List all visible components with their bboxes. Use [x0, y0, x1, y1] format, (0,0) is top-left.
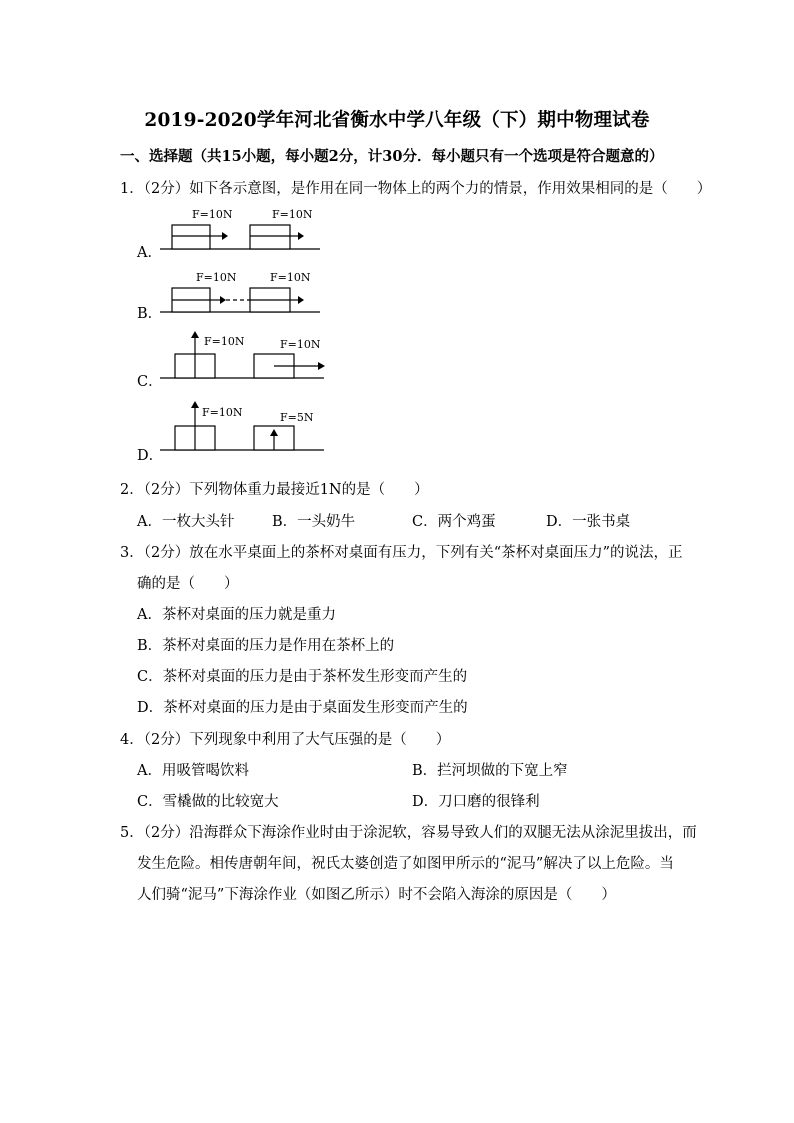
force-label: F=10N	[280, 338, 321, 351]
force-label: F=10N	[272, 208, 313, 221]
q1-option-b-label[interactable]: B．	[137, 306, 163, 322]
force-label: F=5N	[280, 411, 314, 424]
q1-option-d-label[interactable]: D．	[137, 448, 164, 464]
q4-option-c[interactable]: C．雪橇做的比较宽大	[137, 794, 279, 810]
q4-option-d[interactable]: D．刀口磨的很锋利	[412, 794, 540, 810]
q2-option-a[interactable]: A．一枚大头针	[137, 514, 235, 530]
q3-option-a[interactable]: A．茶杯对桌面的压力就是重力	[137, 607, 336, 623]
force-label: F=10N	[202, 406, 243, 419]
q4-option-a[interactable]: A．用吸管喝饮料	[137, 763, 249, 779]
q2-stem: 2．（2分）下列物体重力最接近1N的是（ ）	[120, 482, 429, 498]
force-label: F=10N	[196, 271, 237, 284]
exam-title: 2019-2020学年河北省衡水中学八年级（下）期中物理试卷	[144, 110, 650, 131]
q1-option-a-diagram	[160, 205, 330, 253]
q3-option-b[interactable]: B．茶杯对桌面的压力是作用在茶杯上的	[137, 638, 395, 654]
q1-option-a-label[interactable]: A．	[137, 245, 162, 261]
arrow-head	[191, 331, 199, 338]
q1-option-c-label[interactable]: C．	[137, 374, 163, 390]
q5-stem-line1: 5．（2分）沿海群众下海涂作业时由于涂泥软，容易导致人们的双腿无法从涂泥里拔出，而	[120, 825, 697, 841]
section-heading: 一、选择题（共15小题，每小题2分，计30分．每小题只有一个选项是符合题意的）	[120, 148, 664, 165]
q2-option-d[interactable]: D．一张书桌	[546, 514, 631, 530]
arrow-head	[191, 401, 199, 408]
q1-option-b-diagram	[160, 268, 330, 316]
q1-option-d-diagram	[160, 398, 340, 453]
force-label: F=10N	[270, 271, 311, 284]
q5-stem-line2: 发生危险。相传唐朝年间，祝氏太婆创造了如图甲所示的“泥马”解决了以上危险。当	[137, 856, 674, 872]
arrow-head	[220, 296, 226, 304]
q4-stem: 4．（2分）下列现象中利用了大气压强的是（ ）	[120, 732, 451, 748]
q3-stem-line2: 确的是（ ）	[137, 576, 239, 592]
q5-stem-line3: 人们骑“泥马”下海涂作业（如图乙所示）时不会陷入海涂的原因是（ ）	[137, 887, 616, 903]
q1-stem: 1．（2分）如下各示意图，是作用在同一物体上的两个力的情景，作用效果相同的是（ ）	[120, 181, 712, 197]
q2-option-b[interactable]: B．一头奶牛	[272, 514, 356, 530]
arrow-head	[298, 296, 304, 304]
block	[172, 225, 210, 249]
arrow-head	[318, 362, 325, 370]
q2-option-c[interactable]: C．两个鸡蛋	[412, 514, 496, 530]
arrow-head	[222, 232, 228, 240]
block	[250, 225, 290, 249]
q3-option-c[interactable]: C．茶杯对桌面的压力是由于茶杯发生形变而产生的	[137, 669, 468, 685]
q1-option-c-diagram	[160, 328, 340, 383]
force-label: F=10N	[192, 208, 233, 221]
q4-option-b[interactable]: B．拦河坝做的下宽上窄	[412, 763, 568, 779]
force-label: F=10N	[204, 335, 245, 348]
q3-option-d[interactable]: D．茶杯对桌面的压力是由于桌面发生形变而产生的	[137, 700, 468, 716]
q3-stem-line1: 3．（2分）放在水平桌面上的茶杯对桌面有压力，下列有关“茶杯对桌面压力”的说法，正	[120, 545, 683, 561]
arrow-head	[298, 232, 304, 240]
